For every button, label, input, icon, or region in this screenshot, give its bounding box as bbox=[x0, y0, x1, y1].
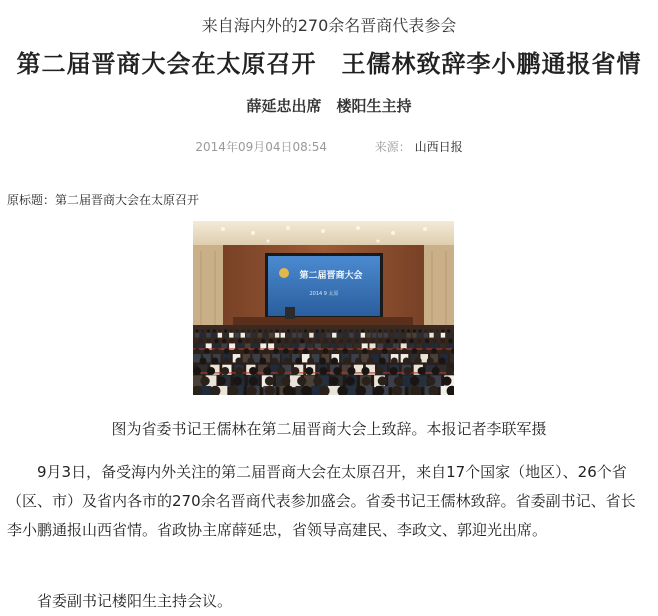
screen-date: 2014 9 太原 bbox=[309, 291, 339, 297]
screen-title: 第二届晋商大会 bbox=[299, 271, 363, 281]
article-paragraph: 9月3日，备受海内外关注的第二届晋商大会在太原召开，来自17个国家（地区）、26个省（区、市）及省内各市的270余名晋商代表参加盛会。省委书记王儒林致辞。省委副书记、省长李小鹏通报山西省情。省政协主席薛延忠，省领导高建民、李政文、郭迎光出席。 bbox=[7, 463, 636, 539]
photo-caption: 图为省委书记王儒林在第二届晋商大会上致辞。本报记者李联军摄 bbox=[111, 420, 547, 438]
article-title: 第二届晋商大会在太原召开 王儒林致辞李小鹏通报省情 bbox=[16, 49, 642, 78]
article-pretitle: 来自海内外的270余名晋商代表参会 bbox=[201, 16, 457, 35]
article-meta bbox=[0, 138, 658, 155]
conference-photo bbox=[193, 221, 454, 395]
emblem-icon bbox=[279, 268, 289, 278]
publish-date: 2014年09月04日08:54 bbox=[195, 140, 328, 154]
stage-screen bbox=[268, 256, 380, 316]
original-title: 原标题：第二届晋商大会在太原召开 bbox=[7, 193, 200, 207]
article-paragraph: 省委副书记楼阳生主持会议。 bbox=[37, 592, 233, 610]
source-label: 来源： bbox=[374, 140, 411, 154]
speaker-podium bbox=[285, 307, 295, 319]
article-subtitle: 薛延忠出席 楼阳生主持 bbox=[246, 97, 412, 115]
source-link[interactable]: 山西日报 bbox=[414, 140, 463, 154]
